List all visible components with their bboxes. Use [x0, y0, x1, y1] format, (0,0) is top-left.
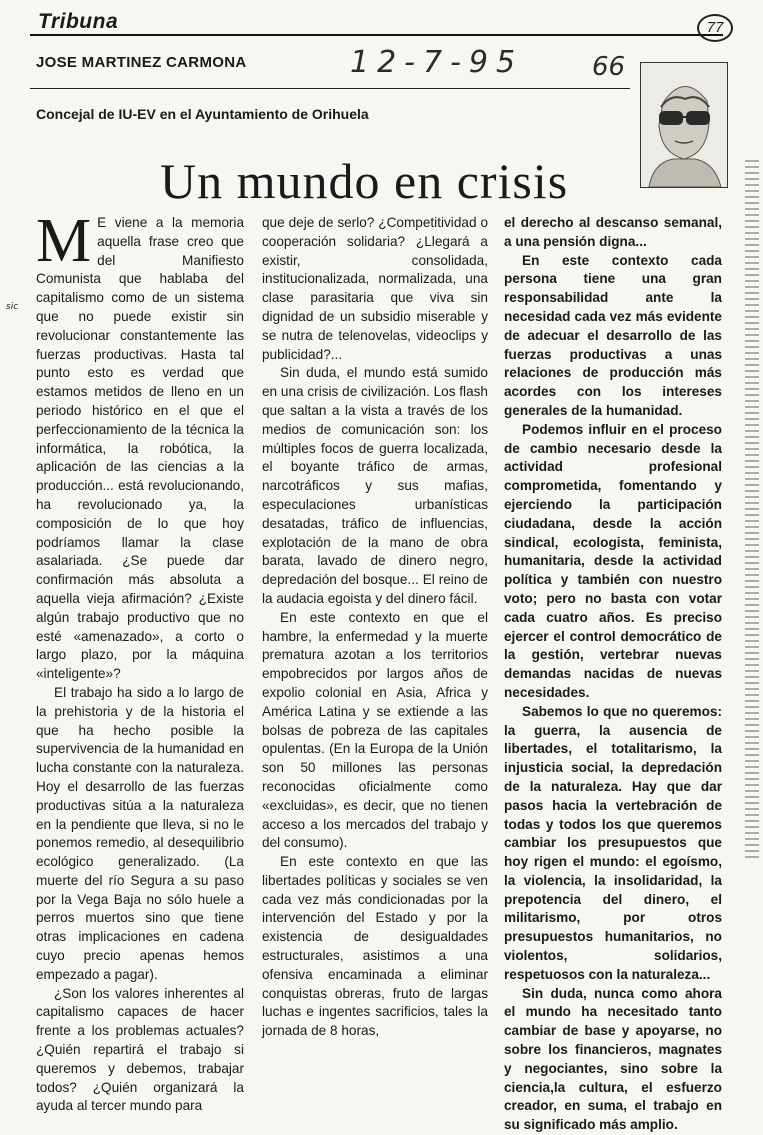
paragraph: En este contexto cada persona tiene una gran responsabilidad ante la necesidad cada vez más evidente de adecuar el desarrollo de las fuerzas productivas a unas relaciones de producción más acordes con los intereses generales de la humanidad. — [504, 252, 722, 418]
paragraph: Podemos influir en el proceso de cambio necesario desde la actividad profesional comprometida, fomentando y ejerciendo la participación ciudadana, desde la acción sindical, ecologista, feminista, humanitaria, desde la actividad política y también con nuestro voto; pero no basta con votar cada cuatro años. Es preciso ejercer el control democrático de la gestión, vertebrar nuevas demandas nacidas de nuevas necesidades. — [504, 421, 722, 700]
paragraph: M E viene a la memoria aquella frase creo que del Manifiesto Comunista que hablaba del capitalismo como de un sistema que no puede existir sin revolucionar constantemente las fuerzas productivas. Hasta tal punto esto es verdad que estamos metidos de lleno en un periodo histórico en el que el perfeccionamiento de la técnica la informática, la robótica, la aplicación de las ciencias a la producción... está revolucionando, ha revolucionado ya, la composición de lo que hoy podríamos llamar la clase asalariada. ¿Se puede dar confirmación más absoluta a aquella vieja afirmación? ¿Existe algún trabajo productivo que no esté «amenazado», a corto o largo plazo, por la máquina «inteligente»? — [36, 207, 244, 682]
page-number-mark: 77 — [697, 14, 733, 42]
handwritten-date: 12-7-95 — [350, 45, 524, 80]
paragraph: ¿Son los valores inherentes al capitalismo capaces de hacer frente a los problemas actuales? ¿Quién repartirá el trabajo si queremos y debemos, trabajar todos? ¿Quién organizará la ayuda al tercer mundo para — [36, 985, 244, 1114]
paragraph: que deje de serlo? ¿Competitividad o cooperación solidaria? ¿Llegará a existir, consolidada, institucionalizada, normalizada, una clase parasitaria que viva sin dignidad de un subsidio miserable y se nutra de telenovelas, videoclips y publicidad?... — [262, 215, 488, 362]
article-title: Un mundo en crisis — [160, 153, 569, 209]
paragraph: el derecho al descanso semanal, a una pensión digna... — [504, 215, 722, 249]
section-tag: Tribuna — [38, 10, 119, 33]
paragraph: En este contexto en que el hambre, la enfermedad y la muerte prematura azotan a los territorios empobrecidos por largos años de expolio colonial en Asia, Africa y América Latina y se extiende a las bolsas de pobreza de las capitales opulentas. (En la Europa de la Unión son 50 millones las personas reconocidas oficialmente como «excluidas», es decir, que no tienen acceso a los mercados del trabajo y del consumo). — [262, 609, 488, 851]
header-rule — [30, 34, 723, 36]
paragraph: En este contexto en que las libertades políticas y sociales se ven cada vez más condicionadas por la intervención del Estado y por la existencia de desigualdades estructurales, asistimos a una ofensiva encaminada a eliminar conquistas obreras, fruto de largas luchas e ingentes sacrificios, tales la jornada de 8 horas, — [262, 854, 488, 1039]
portrait-image — [641, 63, 727, 187]
author-name: JOSE MARTINEZ CARMONA — [36, 54, 247, 71]
author-photo — [640, 62, 728, 188]
author-rule — [30, 88, 630, 89]
article-column-1 — [36, 207, 244, 1116]
scan-edge — [745, 160, 759, 860]
handwritten-number: 66 — [592, 52, 626, 82]
paragraph: Sabemos lo que no queremos: la guerra, la ausencia de libertades, el totalitarismo, la injusticia social, la depredación de la naturaleza. Hay que dar pasos hacia la vertebración de todas y todos los que queremos cambiar los presupuestos que hoy rigen el mundo: el egoísmo, la violencia, la insolidaridad, la prepotencia del dinero, el militarismo, por otros presupuestos humanitarios, no violentos, solidarios, respetuosos con la naturaleza... — [504, 703, 722, 982]
paragraph: El trabajo ha sido a lo largo de la prehistoria y de la historia el que ha hecho posible la supervivencia de la humanidad en lucha constante con la naturaleza. Hoy el desarrollo de las fuerzas productivas sitúa a la naturaleza en la pendiente que lleva, si no le ponemos remedio, al desequilibrio ecológico generalizado. (La muerte del río Segura a su paso por la Vega Baja no sólo huele a perros muertos sino que tiene otras implicaciones en cadena cuyo precio apenas hemos empezado a pagar). — [36, 684, 244, 982]
author-role: Concejal de IU-EV en el Ayuntamiento de Orihuela — [36, 106, 369, 122]
margin-annotation: sic — [6, 302, 19, 312]
paragraph: Sin duda, nunca como ahora el mundo ha necesitado tanto cambiar de base y apoyarse, no sobre los financieros, magnates y negociantes, sino sobre la ciencia,la cultura, el esfuerzo creador, en suma, el trabajo en su significado más amplio. — [504, 985, 722, 1133]
paragraph: Sin duda, el mundo está sumido en una crisis de civilización. Los flash que saltan a la vista a través de los medios de comunicación son: los múltiples focos de guerra localizada, el boyante tráfico de armas, narcotráficos y sus mafias, especulaciones urbanísticas desatadas, tráfico de influencias, explotación de la mano de obra barata, lavado de dinero negro, depredación del bosque... El reino de la audacia egoista y del dinero fácil. — [262, 365, 488, 606]
article-column-2 — [262, 214, 488, 1041]
drop-cap: M — [36, 207, 92, 275]
article-column-3 — [504, 214, 722, 1135]
